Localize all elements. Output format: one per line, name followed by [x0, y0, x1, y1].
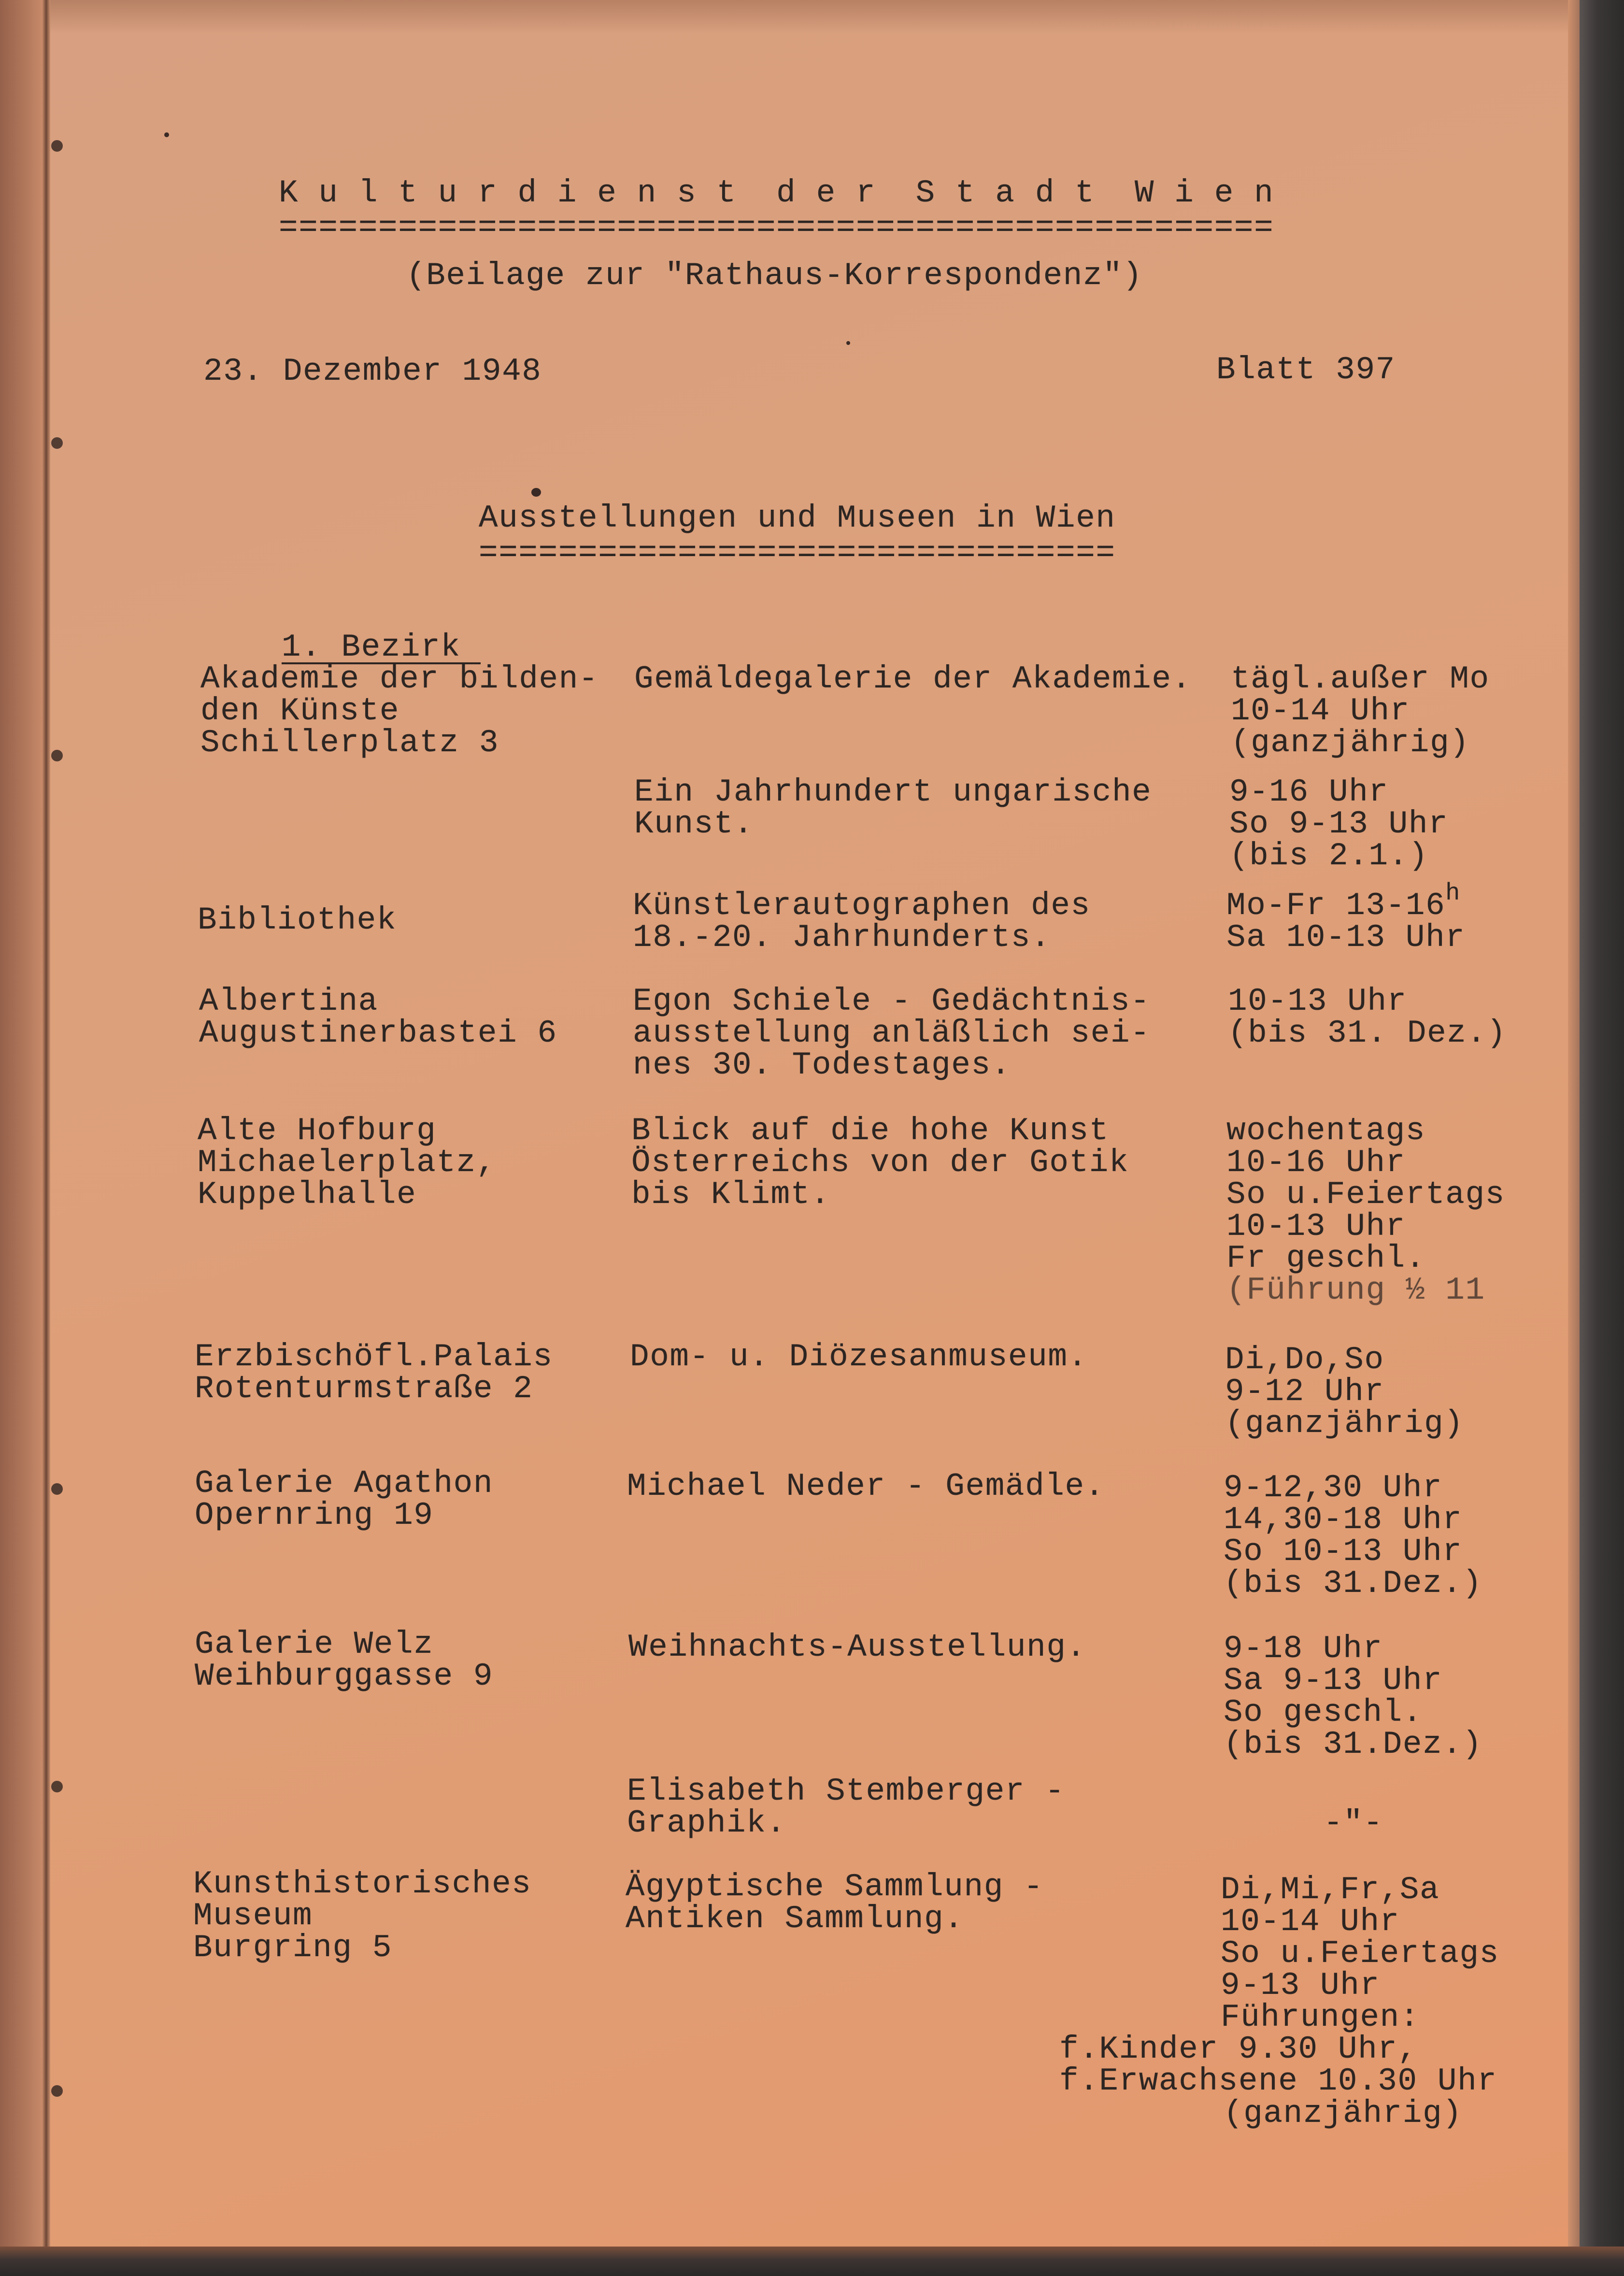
hours-line: 10-13 Uhr	[1228, 983, 1407, 1019]
hours-line: So u.Feiertags	[1226, 1176, 1505, 1213]
exhibition-title	[628, 1629, 1086, 1665]
venue-line: Museum	[193, 1898, 313, 1934]
exhibition-line: bis Klimt.	[631, 1176, 831, 1213]
document-subtitle: (Beilage zur "Rathaus-Korrespondenz")	[406, 258, 1143, 294]
exhibition-line: Dom- u. Diözesanmuseum.	[630, 1339, 1088, 1375]
venue-line: Opernring 19	[195, 1497, 434, 1533]
venue-line: Albertina	[199, 983, 378, 1019]
venue-line: Burgring 5	[193, 1930, 393, 1966]
hours-line: tägl.außer Mo	[1231, 661, 1490, 697]
guided-tours	[1059, 2033, 1497, 2097]
hours-line: 9-18 Uhr	[1224, 1631, 1383, 1667]
paper-right-edge	[1568, 0, 1580, 2276]
venue	[199, 983, 557, 1051]
opening-hours	[1228, 983, 1507, 1051]
hours-line: 9-12 Uhr	[1225, 1374, 1384, 1410]
paper-top-shade	[0, 0, 1624, 34]
hours-line: Sa 10-13 Uhr	[1226, 919, 1466, 956]
exhibition-line: Egon Schiele - Gedächtnis-	[633, 983, 1151, 1019]
heading-rule: ================================	[479, 535, 1116, 571]
tour-line: f.Erwachsene 10.30 Uhr	[1059, 2063, 1497, 2099]
exhibition-line: nes 30. Todestages.	[633, 1047, 1011, 1083]
exhibition-line: ausstellung anläßlich sei-	[633, 1015, 1151, 1051]
hours-line: So 10-13 Uhr	[1224, 1533, 1463, 1570]
hours-line: 10-14 Uhr	[1231, 693, 1410, 729]
opening-hours	[1224, 1633, 1482, 1761]
exhibition-title	[631, 1115, 1129, 1211]
hours-line: 9-16 Uhr	[1229, 774, 1389, 810]
sheet-number: Blatt 397	[1216, 352, 1396, 388]
exhibition-title	[634, 663, 1192, 695]
opening-hours	[1226, 880, 1466, 956]
scan-background-right	[1580, 0, 1624, 2276]
hours-line: 10-14 Uhr	[1221, 1904, 1400, 1940]
binding-hole	[51, 2085, 63, 2097]
opening-hours	[1225, 1344, 1464, 1440]
venue-line: Kunsthistorisches	[193, 1866, 532, 1902]
binding-edge	[0, 0, 50, 2276]
opening-hours	[1229, 776, 1448, 872]
hours-line: 10-13 Uhr	[1226, 1208, 1406, 1245]
venue	[198, 904, 397, 936]
venue-line: Galerie Agathon	[195, 1465, 494, 1502]
venue-line: Schillerplatz 3	[200, 725, 499, 761]
venue-line: Michaelerplatz,	[198, 1145, 497, 1181]
binding-hole	[51, 1781, 63, 1792]
binding-hole	[51, 1483, 63, 1495]
venue	[195, 1626, 494, 1694]
opening-hours	[1324, 1807, 1383, 1839]
binding-hole	[51, 750, 63, 761]
hours-line: (bis 2.1.)	[1229, 838, 1429, 874]
hours-line: 9-12,30 Uhr	[1224, 1470, 1443, 1506]
exhibition-line: Elisabeth Stemberger -	[627, 1773, 1065, 1809]
opening-hours	[1231, 663, 1490, 759]
exhibition-title	[633, 887, 1091, 956]
title-rule: ==================================================	[279, 210, 1274, 246]
hours-line: So 9-13 Uhr	[1229, 806, 1449, 842]
venue-line: Bibliothek	[198, 902, 397, 938]
venue-line: Alte Hofburg	[198, 1113, 437, 1149]
hours-line: (Führung ½ 11	[1226, 1272, 1485, 1308]
venue	[200, 663, 598, 759]
venue-line: Rotenturmstraße 2	[195, 1371, 533, 1407]
exhibition-line: Kunst.	[634, 806, 754, 842]
venue-line: Kuppelhalle	[198, 1176, 417, 1213]
hours-line: So u.Feiertags	[1221, 1935, 1499, 1972]
exhibition-title	[626, 1871, 1043, 1935]
hours-line: 9-13 Uhr	[1221, 1967, 1380, 2004]
hours-line	[1226, 880, 1465, 924]
venue-line: Weihburggasse 9	[195, 1658, 494, 1694]
hours-line: Führungen:	[1221, 1999, 1420, 2035]
binding-hole	[51, 437, 63, 449]
exhibition-line: Blick auf die hohe Kunst	[631, 1113, 1109, 1149]
hours-line: 10-16 Uhr	[1226, 1145, 1406, 1181]
exhibition-line: Graphik.	[627, 1805, 786, 1841]
ink-speck	[531, 488, 541, 497]
venue	[193, 1868, 532, 1964]
hours-line: (ganzjährig)	[1231, 725, 1470, 761]
exhibition-line: Künstlerautographen des	[633, 887, 1091, 924]
exhibition-title	[630, 1341, 1088, 1373]
venue	[195, 1465, 494, 1533]
hours-line: (ganzjährig)	[1225, 1405, 1464, 1442]
hours-line: (bis 31. Dez.)	[1228, 1015, 1507, 1051]
exhibition-title	[634, 776, 1152, 840]
venue	[198, 1115, 496, 1211]
exhibition-title	[627, 1775, 1065, 1839]
exhibition-line: Gemäldegalerie der Akademie.	[634, 661, 1192, 697]
opening-hours	[1221, 1874, 1499, 2033]
exhibition-line: Österreichs von der Gotik	[631, 1145, 1129, 1181]
venue-line: Erzbischöfl.Palais	[195, 1339, 553, 1375]
opening-hours	[1226, 1115, 1505, 1306]
hours-line: 14,30-18 Uhr	[1224, 1502, 1463, 1538]
exhibition-line: Weihnachts-Ausstellung.	[628, 1629, 1086, 1665]
hours-line: (bis 31.Dez.)	[1224, 1726, 1482, 1762]
ink-speck	[846, 341, 850, 345]
hours-line: (ganzjährig)	[1224, 2095, 1463, 2132]
hours-text: Mo-Fr 13-16	[1226, 887, 1446, 924]
tour-line: f.Kinder 9.30 Uhr,	[1059, 2031, 1418, 2067]
exhibition-title	[627, 1468, 1105, 1504]
ditto-mark: -"-	[1324, 1805, 1383, 1841]
venue	[195, 1341, 553, 1405]
hours-line: So geschl.	[1224, 1694, 1423, 1731]
hours-line: wochentags	[1226, 1113, 1426, 1149]
scan-background-bottom	[0, 2247, 1624, 2276]
venue-line: Augustinerbastei 6	[199, 1015, 557, 1051]
document-title: K u l t u r d i e n s t d e r S t a d t W i e n	[279, 175, 1274, 211]
binding-hole	[51, 140, 63, 152]
venue-line: Galerie Welz	[195, 1626, 434, 1662]
exhibition-line: 18.-20. Jahrhunderts.	[633, 919, 1051, 956]
ink-speck	[164, 132, 169, 137]
district-label: 1. Bezirk	[282, 631, 481, 664]
hours-line: Fr geschl.	[1226, 1240, 1426, 1276]
venue-line: den Künste	[200, 693, 400, 729]
hours-line: Di,Do,So	[1225, 1342, 1384, 1378]
hours-note	[1224, 2095, 1463, 2132]
exhibition-line: Antiken Sammlung.	[626, 1901, 964, 1937]
opening-hours	[1224, 1472, 1482, 1600]
venue-line: Akademie der bilden-	[200, 661, 599, 697]
exhibition-line: Ein Jahrhundert ungarische	[634, 774, 1152, 810]
hours-superscript: h	[1445, 880, 1460, 907]
exhibition-line: Ägyptische Sammlung -	[626, 1869, 1044, 1905]
hours-line: Sa 9-13 Uhr	[1224, 1662, 1443, 1699]
hours-line: (bis 31.Dez.)	[1224, 1565, 1482, 1602]
hours-line: Di,Mi,Fr,Sa	[1221, 1872, 1440, 1908]
exhibition-title	[633, 983, 1151, 1083]
exhibition-line: Michael Neder - Gemädle.	[627, 1468, 1105, 1504]
section-heading: Ausstellungen und Museen in Wien	[479, 500, 1116, 536]
document-date: 23. Dezember 1948	[203, 353, 542, 389]
